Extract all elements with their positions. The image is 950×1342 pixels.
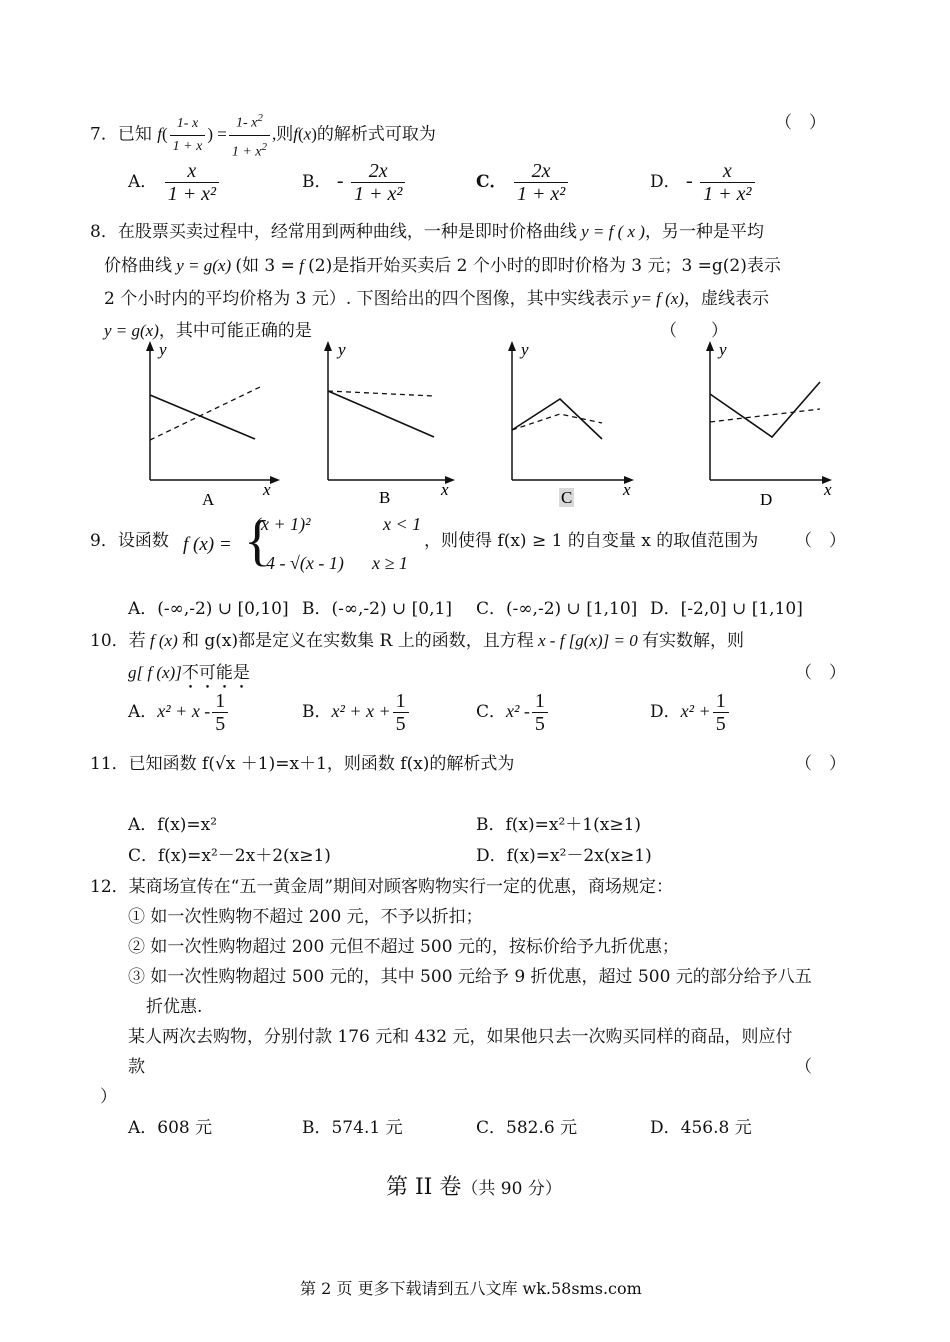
q11-option-a[interactable]: A．f(x)=x² <box>128 815 218 835</box>
axis-label-y: y <box>719 340 727 359</box>
q8-graph-a[interactable] <box>130 335 290 510</box>
q8-graph-d[interactable] <box>692 335 852 510</box>
axis-label-x: x <box>824 480 832 499</box>
q8-graph-c[interactable] <box>494 335 654 510</box>
q12-option-c[interactable]: C．582.6 元 <box>476 1118 578 1138</box>
graph-label: A <box>202 490 215 509</box>
q10-option-a[interactable]: A．x² + x - $\frac{1}{5}$ <box>128 690 230 735</box>
graph-label: D <box>760 490 773 509</box>
q10-option-b[interactable]: B．x² + x + $\frac{1}{5}$ <box>302 690 411 735</box>
q12-rule1: ① 如一次性购物不超过 200 元，不予以折扣； <box>128 907 483 927</box>
q12-line5: 某人两次去购物，分别付款 176 元和 432 元，如果他只去一次购买同样的商品，则应付 <box>128 1027 793 1047</box>
q12-option-a[interactable]: A．608 元 <box>128 1118 213 1138</box>
solid-price-line <box>710 382 820 437</box>
q7-stem: 7．已知 f( $\frac{1- x}{1 + x}$ ) = $\frac{1- x^2}{1 + x^2}$ ,则f(x)的解析式可取为 <box>90 107 436 163</box>
q9-option-d[interactable]: D．[-2,0] ∪ [1,10] <box>650 599 803 619</box>
q12-rule3-cont: 折优惠. <box>146 997 203 1017</box>
q9-answer-bracket: （ ） <box>795 531 846 551</box>
q10-option-d[interactable]: D．x² + $\frac{1}{5}$ <box>650 690 731 735</box>
page-footer: 第 2 页 更多下载请到五八文库 wk.58sms.com <box>300 1279 642 1298</box>
axis-label-y: y <box>159 340 167 359</box>
q12-bracket-close: ） <box>100 1087 117 1107</box>
axis-label-x: x <box>263 480 271 499</box>
q7-answer-bracket: （ ） <box>775 113 826 133</box>
q9-option-a[interactable]: A．(-∞,-2) ∪ [0,10] <box>128 599 289 619</box>
q7-rhs-fraction: $\frac{1- x^2}{1 + x^2}$ <box>229 107 270 163</box>
q11-stem: 11．已知函数 f(√x ＋1)=x＋1，则函数 f(x)的解析式为 <box>90 754 515 774</box>
q8-line4: y = g(x)，其中可能正确的是 <box>104 321 312 341</box>
q12-bracket-open: （ <box>795 1057 812 1077</box>
q11-option-c[interactable]: C．f(x)=x²－2x＋2(x≥1) <box>128 846 331 866</box>
q7-option-c[interactable]: C． $\frac{2x}{\text{1 + x²}}$ <box>476 160 570 205</box>
q11-option-d[interactable]: D．f(x)=x²－2x(x≥1) <box>476 846 652 866</box>
q12-line6: 款 <box>128 1057 145 1077</box>
q8-line2: 价格曲线 y = g(x) (如 3 = f (2)是指开始买卖后 2 个小时的即时价格为 3 元；3 =g(2)表示 <box>104 256 781 276</box>
q9-num: 9．设函数 <box>90 531 169 551</box>
q10-line1: 10．若 f (x) 和 g(x)都是定义在实数集 R 上的函数，且方程 x - f [g(x)] = 0 有实数解，则 <box>90 631 744 651</box>
q12-line1: 12．某商场宣传在“五一黄金周”期间对顾客购物实行一定的优惠，商场规定： <box>90 877 674 897</box>
q9-case2: 4 - √(x - 1) <box>266 553 344 573</box>
q12-rule3: ③ 如一次性购物超过 500 元的，其中 500 元给予 9 折优惠，超过 500 元的部分给予八五 <box>128 967 812 987</box>
graph-label: B <box>379 488 391 507</box>
q7-option-b[interactable]: B． - $\frac{2x}{\text{1 + x²}}$ <box>302 160 407 205</box>
q8-graph-b[interactable] <box>310 335 470 510</box>
q12-option-d[interactable]: D．456.8 元 <box>650 1118 752 1138</box>
q12-rule2: ② 如一次性购物超过 200 元但不超过 500 元的，按标价给予九折优惠； <box>128 937 679 957</box>
q11-answer-bracket: （ ） <box>795 754 846 774</box>
solid-price-line <box>328 391 434 437</box>
q8-answer-bracket: （ ） <box>660 321 728 341</box>
q10-line2: g[ f (x)]不可能是 <box>128 663 250 683</box>
section-title: 第 II 卷（共 90 分） <box>386 1175 562 1200</box>
q8-line1: 8．在股票买卖过程中，经常用到两种曲线，一种是即时价格曲线 y = f ( x )，另一种是平均 <box>90 222 764 242</box>
q9-option-b[interactable]: B．(-∞,-2) ∪ [0,1] <box>302 599 452 619</box>
solid-price-line <box>512 399 602 439</box>
q9-cond1: x < 1 <box>383 514 422 534</box>
q9-brace: { <box>244 510 271 572</box>
q10-answer-bracket: （ ） <box>795 663 846 683</box>
dashed-average-line <box>710 409 820 422</box>
q9-cond2: x ≥ 1 <box>372 553 408 573</box>
q7-arg-fraction: $\frac{1- x}{1 + x}$ <box>170 113 206 158</box>
q10-option-c[interactable]: C．x² - $\frac{1}{5}$ <box>476 690 550 735</box>
axis-label-y: y <box>338 340 346 359</box>
dashed-average-line <box>328 391 434 396</box>
q9-case1: (x + 1)² <box>255 514 311 534</box>
dashed-average-line <box>150 387 260 440</box>
axis-label-y: y <box>521 340 529 359</box>
q12-option-b[interactable]: B．574.1 元 <box>302 1118 403 1138</box>
solid-price-line <box>150 395 255 439</box>
q11-option-b[interactable]: B．f(x)=x²＋1(x≥1) <box>476 815 642 835</box>
axis-label-x: x <box>441 480 449 499</box>
graph-label: C <box>561 488 573 507</box>
axis-label-x: x <box>623 480 631 499</box>
q9-fx: f (x) = <box>183 534 232 555</box>
q7-option-d[interactable]: D． - $\frac{x}{\text{1 + x²}}$ <box>650 160 757 205</box>
q8-line3: 2 个小时内的平均价格为 3 元）. 下图给出的四个图像，其中实线表示 y= f (x)，虚线表示 <box>104 289 770 309</box>
q7-option-a[interactable]: A． $\frac{x}{\text{1 + x²}}$ <box>128 160 221 205</box>
q9-tail: ，则使得 f(x) ≥ 1 的自变量 x 的取值范围为 <box>424 531 759 551</box>
q9-option-c[interactable]: C．(-∞,-2) ∪ [1,10] <box>476 599 638 619</box>
